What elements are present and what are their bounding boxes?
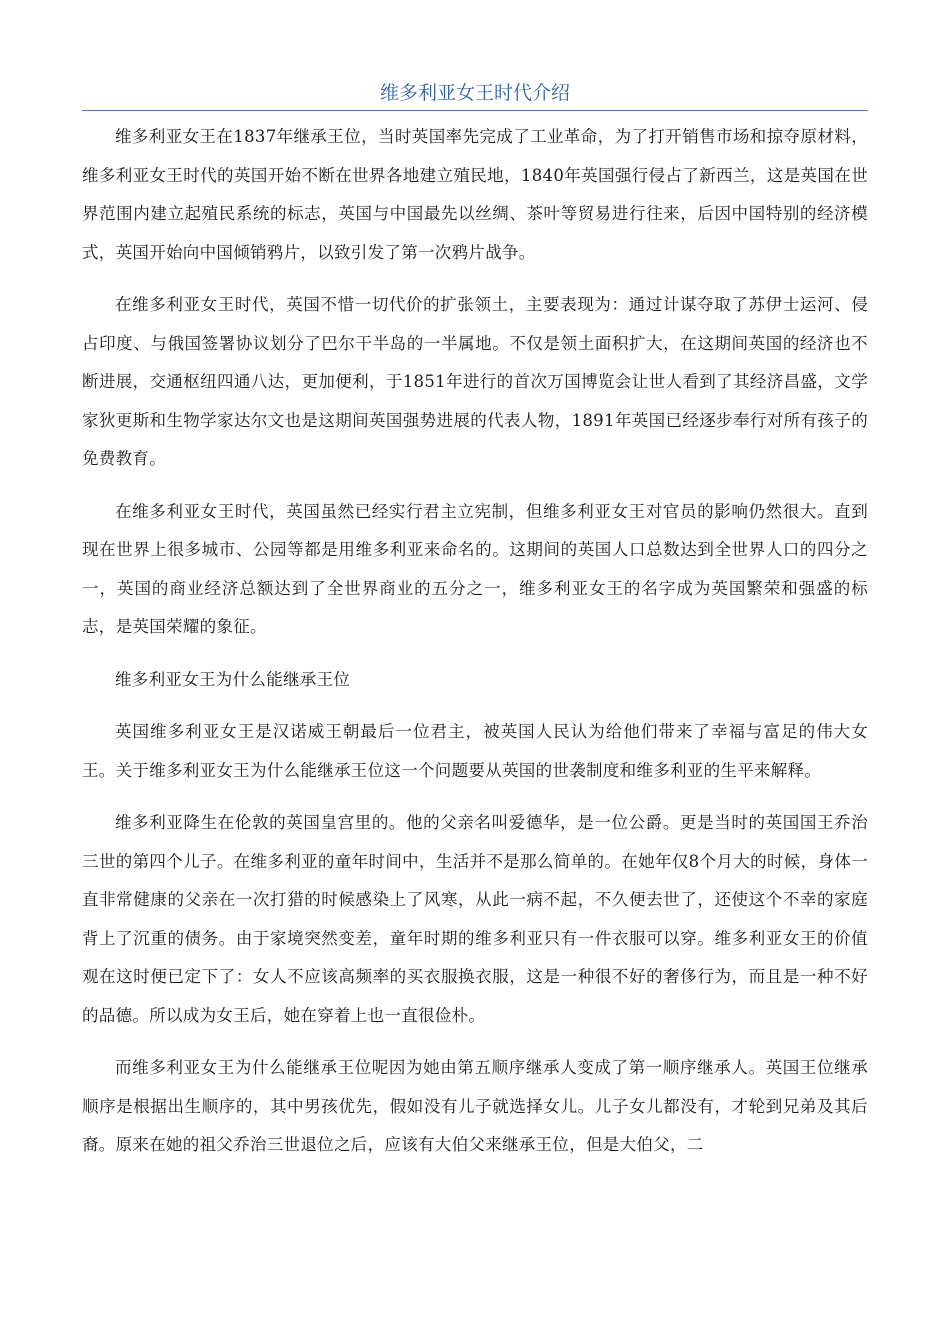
paragraph-intro: 维多利亚女王在1837年继承王位，当时英国率先完成了工业革命，为了打开销售市场和掠夺原材料，维多利亚女王时代的英国开始不断在世界各地建立殖民地，1840年英国强行侵占了新西兰，这是英国在世界范围内建立起殖民系统的标志，英国与中国最先以丝绸、茶叶等贸易进行往来，后因中国特别的经济模式，英国开始向中国倾销鸦片，以致引发了第一次鸦片战争。 xyxy=(82,127,868,262)
paragraph-succession-order: 而维多利亚女王为什么能继承王位呢因为她由第五顺序继承人变成了第一顺序继承人。英国王位继承顺序是根据出生顺序的，其中男孩优先，假如没有儿子就选择女儿。儿子女儿都没有，才轮到兄弟及其后裔。原来在她的祖父乔治三世退位之后，应该有大伯父来继承王位，但是大伯父，二 xyxy=(82,1058,868,1154)
section-heading: 维多利亚女王为什么能继承王位 xyxy=(115,669,351,689)
paragraph-childhood: 维多利亚降生在伦敦的英国皇宫里的。他的父亲名叫爱德华，是一位公爵。更是当时的英国国王乔治三世的第四个儿子。在维多利亚的童年时间中，生活并不是那么简单的。在她年仅8个月大的时候，身体一直非常健康的父亲在一次打猎的时候感染上了风寒，从此一病不起，不久便去世了，还使这个不幸的家庭背上了沉重的债务。由于家境突然变差，童年时期的维多利亚只有一件衣服可以穿。维多利亚女王的价值观在这时便已定下了：女人不应该高频率的买衣服换衣服，这是一种很不好的奢侈行为，而且是一种不好的品德。所以成为女王后，她在穿着上也一直很俭朴。 xyxy=(82,813,868,1025)
document-body xyxy=(82,118,868,1179)
document-title: 维多利亚女王时代介绍 xyxy=(379,82,570,104)
paragraph-succession-intro: 英国维多利亚女王是汉诺威王朝最后一位君主，被英国人民认为给他们带来了幸福与富足的伟大女王。关于维多利亚女王为什么能继承王位这一个问题要从英国的世袭制度和维多利亚的生平来解释。 xyxy=(82,722,868,780)
paragraph-influence: 在维多利亚女王时代，英国虽然已经实行君主立宪制，但维多利亚女王对官员的影响仍然很大。直到现在世界上很多城市、公园等都是用维多利亚来命名的。这期间的英国人口总数达到全世界人口的四分之一，英国的商业经济总额达到了全世界商业的五分之一，维多利亚女王的名字成为英国繁荣和强盛的标志，是英国荣耀的象征。 xyxy=(82,501,868,636)
page-header xyxy=(82,78,868,111)
paragraph-expansion: 在维多利亚女王时代，英国不惜一切代价的扩张领土，主要表现为：通过计谋夺取了苏伊士运河、侵占印度、与俄国签署协议划分了巴尔干半岛的一半属地。不仅是领土面积扩大，在这期间英国的经济也不断进展，交通枢纽四通八达，更加便利，于1851年进行的首次万国博览会让世人看到了其经济昌盛，文学家狄更斯和生物学家达尔文也是这期间英国强势进展的代表人物，1891年英国已经逐步奉行对所有孩子的免费教育。 xyxy=(82,295,868,468)
